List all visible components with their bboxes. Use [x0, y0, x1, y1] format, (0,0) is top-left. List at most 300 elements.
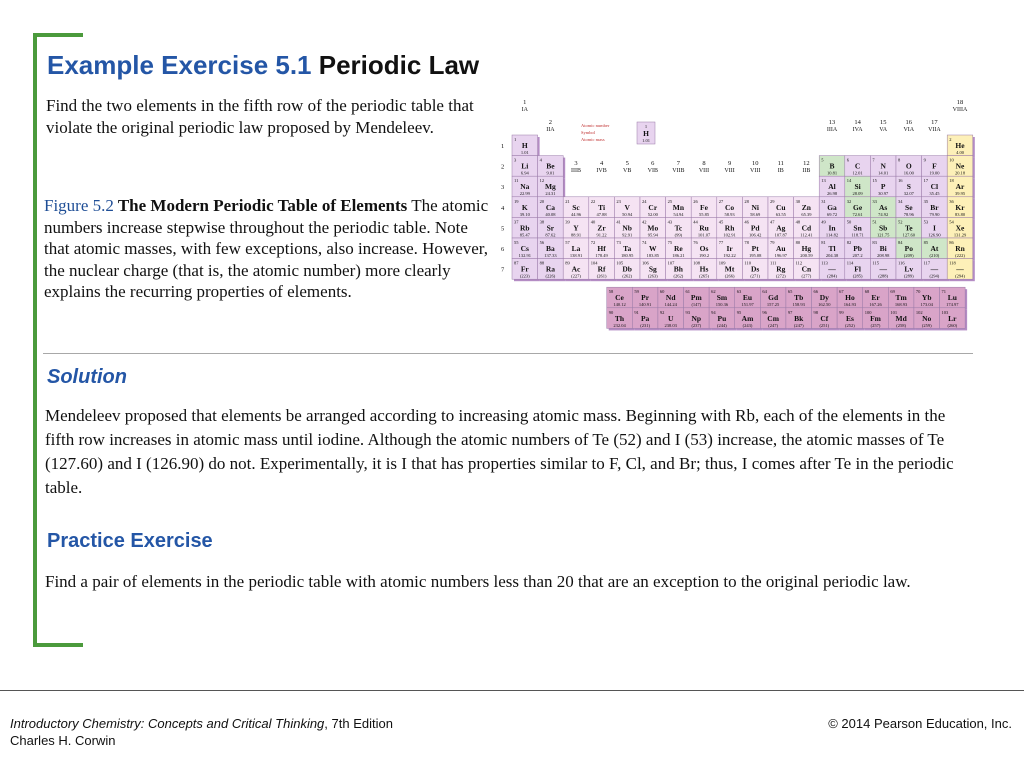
- element-H-1-mass: 1.01: [520, 150, 529, 155]
- group-number-12: 12: [803, 160, 810, 167]
- group-number-16: 16: [905, 119, 913, 126]
- element-Al-13-mass: 26.98: [826, 191, 838, 197]
- element-Mt-109-mass: (266): [724, 273, 735, 279]
- element-Ds-110-mass: (271): [750, 273, 761, 279]
- element-Ir-77-symbol: Ir: [726, 244, 733, 253]
- element-Ca-20-symbol: Ca: [545, 202, 555, 212]
- actinide-Np-93-mass: (237): [691, 322, 702, 328]
- element-Be-4-mass: 9.01: [546, 170, 555, 176]
- actinide-Th-90-mass: 232.04: [613, 322, 626, 328]
- key-symbol-label: Symbol: [581, 130, 596, 135]
- element-Ra-88-symbol: Ra: [545, 264, 555, 274]
- actinide-Np-93-number: 93: [685, 309, 691, 315]
- periodic-table-figure: [497, 94, 980, 339]
- group-number-15: 15: [879, 119, 887, 126]
- element-Si-14-mass: 28.09: [852, 191, 863, 197]
- group-number-10: 10: [751, 160, 759, 167]
- element-Sn-50-number: 50: [846, 219, 852, 225]
- element-K-19-number: 19: [514, 198, 519, 204]
- element-At-85-number: 85: [923, 240, 929, 245]
- element-I-53-symbol: I: [932, 223, 936, 233]
- group-roman-6: VIB: [647, 168, 658, 174]
- actinide-Md-101-symbol: Md: [895, 313, 907, 323]
- element-F-9-symbol: F: [932, 161, 937, 171]
- key-example-symbol: H: [643, 129, 649, 138]
- element-O-8-mass: 16.00: [903, 170, 914, 176]
- group-roman-4: IVB: [596, 168, 607, 174]
- element-H-1-number: 1: [514, 137, 517, 142]
- element-Ds-110-number: 110: [744, 260, 751, 266]
- element-—-118-number: 118: [949, 260, 956, 266]
- element-Na-11-number: 11: [514, 178, 519, 184]
- actinide-Fm-100-number: 100: [864, 309, 872, 315]
- element-Ba-56-symbol: Ba: [546, 244, 555, 253]
- actinide-Es-99-symbol: Es: [845, 313, 854, 323]
- group-roman-8: VIII: [698, 168, 710, 174]
- element-Bh-107-number: 107: [667, 260, 675, 266]
- element-Rn-86-symbol: Rn: [955, 244, 965, 253]
- lanthanide-Lu-71-number: 71: [941, 289, 947, 295]
- lanthanide-Ce-58-number: 58: [608, 289, 614, 295]
- element-Hg-80-number: 80: [795, 240, 801, 245]
- page-title: [47, 50, 479, 81]
- lanthanide-Yb-70-number: 70: [915, 289, 921, 295]
- element-Fr-87-symbol: Fr: [520, 264, 529, 274]
- element-Hf-72-number: 72: [590, 240, 596, 245]
- lanthanide-Pm-61-number: 61: [685, 289, 691, 295]
- element-He-2-symbol: He: [955, 141, 965, 150]
- element-He-2-number: 2: [949, 137, 952, 142]
- lanthanide-Pr-59-number: 59: [634, 289, 639, 295]
- element-Lv-116-symbol: Lv: [904, 264, 914, 274]
- intro-text: Find the two elements in the fifth row of the periodic table that violate the original periodic law proposed by Mendeleev.: [46, 96, 474, 137]
- element-Re-75-symbol: Re: [674, 244, 683, 253]
- group-number-4: 4: [599, 160, 604, 167]
- element-At-85-mass: (210): [929, 253, 940, 258]
- section-divider: [43, 353, 973, 354]
- element-O-8-symbol: O: [905, 161, 912, 171]
- element-Cs-55-symbol: Cs: [520, 244, 529, 253]
- element-Cl-17-number: 17: [923, 178, 929, 184]
- element-Xe-54-mass: 131.29: [953, 232, 967, 238]
- element-Db-105-mass: (262): [622, 273, 633, 279]
- element-Xe-54-symbol: Xe: [955, 223, 965, 233]
- group-roman-15: VA: [879, 127, 888, 133]
- element-Rg-111-mass: (272): [775, 273, 786, 279]
- element-Pb-82-symbol: Pb: [853, 244, 862, 253]
- element-Rf-104-number: 104: [590, 260, 598, 266]
- element-Ru-44-number: 44: [693, 219, 698, 225]
- footer-edition: , 7th Edition: [324, 716, 393, 731]
- key-example-number: 1: [644, 124, 648, 129]
- element-Tl-81-number: 81: [821, 240, 826, 245]
- element-Al-13-number: 13: [821, 178, 826, 184]
- element-Re-75-number: 75: [667, 240, 673, 245]
- actinide-Lr-103-mass: (260): [947, 322, 958, 328]
- element-Y-39-number: 39: [565, 219, 570, 225]
- element-Sg-106-number: 106: [642, 260, 649, 266]
- element-Mo-42-mass: 95.94: [647, 232, 658, 238]
- element-F-9-mass: 19.00: [929, 170, 940, 176]
- element-Tl-81-symbol: Tl: [828, 244, 836, 253]
- group-roman-1: IA: [521, 107, 528, 113]
- actinide-Cm-96-symbol: Cm: [767, 313, 779, 323]
- element-Zn-30-mass: 65.39: [801, 211, 812, 217]
- actinide-Bk-97-symbol: Bk: [794, 313, 804, 323]
- group-number-8: 8: [702, 160, 706, 167]
- actinide-U-92-number: 92: [659, 309, 665, 315]
- element-Ge-32-symbol: Ge: [853, 202, 863, 212]
- actinide-Bk-97-number: 97: [787, 309, 793, 315]
- element-Cu-29-number: 29: [770, 198, 775, 204]
- element-Sr-38-mass: 87.62: [545, 232, 556, 238]
- lanthanide-Er-68-symbol: Er: [871, 293, 880, 303]
- lanthanide-Sm-62-symbol: Sm: [716, 293, 728, 303]
- element-I-53-mass: 126.90: [928, 232, 941, 238]
- element-La-57-mass: 138.91: [569, 253, 583, 258]
- element-I-53-number: 53: [923, 219, 929, 225]
- lanthanide-Ho-67-symbol: Ho: [845, 293, 855, 303]
- lanthanide-Tm-69-symbol: Tm: [895, 293, 907, 303]
- lanthanide-Ce-58-symbol: Ce: [615, 293, 624, 303]
- element-F-9-number: 9: [923, 157, 926, 163]
- element-Ac-89-symbol: Ac: [571, 264, 581, 274]
- element-Sb-51-symbol: Sb: [879, 223, 888, 233]
- period-label-5: 5: [501, 225, 505, 233]
- element-Po-84-symbol: Po: [904, 244, 913, 253]
- element-Ni-28-number: 28: [744, 198, 749, 204]
- element-Rb-37-symbol: Rb: [520, 223, 530, 233]
- element-Sg-106-mass: (263): [647, 273, 658, 279]
- element-P-15-number: 15: [872, 178, 877, 184]
- element-Tc-43-symbol: Tc: [674, 223, 683, 233]
- footer-author: Charles H. Corwin: [10, 733, 116, 748]
- element-Te-52-number: 52: [898, 219, 903, 225]
- practice-text: Find a pair of elements in the periodic table with atomic numbers less than 20 that are an exception to the original periodic law.: [45, 572, 911, 591]
- element-—-117-number: 117: [923, 260, 931, 266]
- element-Co-27-symbol: Co: [725, 202, 735, 212]
- element-Bi-83-symbol: Bi: [879, 244, 887, 253]
- key-atomic-number-label: Atomic number: [581, 123, 610, 128]
- element-Cr-24-symbol: Cr: [648, 202, 658, 212]
- group-number-9: 9: [727, 160, 732, 167]
- element-Cs-55-mass: 132.91: [518, 253, 531, 258]
- element-Os-76-mass: 190.2: [698, 253, 710, 258]
- group-number-1: 1: [523, 99, 527, 106]
- actinide-Am-95-number: 95: [736, 309, 742, 315]
- actinide-U-92-symbol: U: [668, 313, 674, 323]
- lanthanide-Ho-67-number: 67: [839, 289, 844, 295]
- element-Zr-40-number: 40: [590, 219, 596, 225]
- element-Au-79-symbol: Au: [776, 244, 786, 253]
- actinide-Pa-91-symbol: Pa: [640, 313, 650, 323]
- group-roman-9: VIII: [724, 168, 735, 174]
- element-Co-27-mass: 58.93: [724, 211, 735, 217]
- group-roman-16: VIA: [903, 127, 915, 133]
- group-number-11: 11: [777, 160, 784, 167]
- element-Os-76-number: 76: [693, 240, 698, 245]
- group-number-3: 3: [574, 160, 578, 167]
- period-label-6: 6: [501, 246, 505, 253]
- key-example-mass: 1.01: [642, 138, 650, 143]
- element-Ti-22-number: 22: [590, 198, 596, 204]
- element-Li-3-symbol: Li: [521, 161, 529, 171]
- lanthanide-Tb-65-number: 65: [787, 289, 793, 295]
- element-Mt-109-symbol: Mt: [724, 264, 735, 274]
- element-K-19-mass: 39.10: [519, 211, 530, 217]
- actinide-Th-90-number: 90: [608, 309, 614, 315]
- element-Cn-112-mass: (277): [801, 273, 812, 279]
- period-label-2: 2: [501, 163, 505, 171]
- element-Rg-111-number: 111: [770, 260, 777, 266]
- element-P-15-mass: 30.97: [878, 191, 889, 197]
- group-roman-3: IIIB: [571, 168, 581, 174]
- element-Ta-73-mass: 180.95: [621, 253, 634, 258]
- element-Ru-44-symbol: Ru: [699, 223, 709, 233]
- group-number-17: 17: [931, 119, 938, 126]
- element-V-23-number: 23: [616, 198, 621, 204]
- element-Br-35-number: 35: [923, 198, 929, 204]
- key-atomic-mass-label: Atomic mass: [581, 137, 605, 142]
- actinide-Es-99-number: 99: [839, 309, 844, 315]
- element-Y-39-symbol: Y: [573, 223, 579, 233]
- element-Fl-114-symbol: Fl: [854, 264, 861, 274]
- element-Ga-31-symbol: Ga: [827, 202, 837, 212]
- element-B-5-mass: 10.81: [826, 170, 838, 176]
- element-Db-105-symbol: Db: [622, 264, 632, 274]
- actinide-Cf-98-mass: (251): [819, 322, 830, 328]
- element-Sb-51-mass: 121.75: [877, 232, 890, 238]
- element-N-7-number: 7: [872, 157, 875, 163]
- lanthanide-Dy-66-symbol: Dy: [819, 293, 829, 303]
- lanthanide-Gd-64-mass: 157.25: [766, 302, 780, 308]
- lanthanide-Tb-65-mass: 158.93: [792, 302, 805, 308]
- figure-text: The atomic numbers increase stepwise throughout the periodic table. Note that atomic masses, with few exceptions, also increase. However, the nuclear charge (that is, the atomic number) more clearly explains the recurring properties of elements.: [44, 196, 489, 301]
- element-Fe-26-mass: 55.85: [698, 211, 710, 217]
- element-Ra-88-number: 88: [539, 260, 545, 266]
- element-Mn-25-mass: 54.94: [673, 211, 684, 217]
- element-Hg-80-mass: 200.59: [800, 253, 813, 258]
- element-N-7-mass: 14.01: [878, 170, 889, 176]
- group-number-14: 14: [854, 119, 861, 126]
- element-—-113-mass: (284): [827, 273, 837, 279]
- footer-copyright: © 2014 Pearson Education, Inc.: [828, 716, 1012, 731]
- element-Pb-82-mass: 207.2: [852, 253, 863, 258]
- element-O-8-number: 8: [898, 157, 901, 163]
- element-Ar-18-number: 18: [949, 178, 954, 184]
- element-Nb-41-mass: 92.91: [622, 232, 633, 238]
- element-Cn-112-symbol: Cn: [801, 264, 812, 274]
- element-Pd-46-symbol: Pd: [750, 223, 760, 233]
- lanthanide-Pr-59-symbol: Pr: [641, 293, 650, 303]
- element-La-57-symbol: La: [571, 244, 581, 253]
- element-Fe-26-number: 26: [693, 198, 698, 204]
- element-Cd-48-symbol: Cd: [801, 223, 812, 233]
- element-Cs-55-number: 55: [514, 240, 519, 245]
- element-Li-3-mass: 6.94: [520, 170, 529, 176]
- element-Se-34-mass: 78.96: [903, 211, 914, 217]
- lanthanide-Pm-61-mass: (147): [691, 302, 702, 308]
- element-Zn-30-number: 30: [795, 198, 801, 204]
- element-Os-76-symbol: Os: [699, 244, 709, 253]
- element-Ag-47-symbol: Ag: [776, 223, 786, 233]
- actinide-Pu-94-symbol: Pu: [717, 313, 727, 323]
- element-Ar-18-symbol: Ar: [955, 182, 965, 192]
- element-Ag-47-mass: 107.87: [774, 232, 787, 238]
- lanthanide-Tb-65-symbol: Tb: [794, 293, 804, 303]
- element-Tl-81-mass: 204.38: [825, 253, 839, 258]
- element-Hf-72-symbol: Hf: [597, 244, 606, 253]
- element-Tc-43-mass: (99): [674, 232, 683, 238]
- element-Lv-116-mass: (289): [903, 273, 914, 279]
- element-Mg-12-mass: 24.31: [545, 191, 556, 197]
- actinide-Cm-96-number: 96: [762, 309, 767, 315]
- lanthanide-Eu-63-number: 63: [736, 289, 742, 295]
- element-Zr-40-mass: 91.22: [596, 232, 607, 238]
- element-Ta-73-symbol: Ta: [623, 244, 632, 253]
- group-number-6: 6: [651, 160, 655, 167]
- element-Pb-82-number: 82: [846, 240, 852, 245]
- actinide-Bk-97-mass: (247): [793, 322, 804, 328]
- element-Pt-78-mass: 195.08: [749, 253, 762, 258]
- lanthanide-Sm-62-number: 62: [711, 289, 716, 295]
- element-V-23-mass: 50.94: [622, 211, 633, 217]
- element-Ir-77-number: 77: [718, 240, 724, 245]
- element-Ds-110-symbol: Ds: [751, 264, 760, 274]
- element-Ra-88-mass: (226): [545, 273, 556, 279]
- element-V-23-symbol: V: [624, 202, 630, 212]
- figure-title: The Modern Periodic Table of Elements: [113, 196, 408, 215]
- element-Sb-51-number: 51: [872, 219, 877, 225]
- element-Ir-77-mass: 192.22: [723, 253, 736, 258]
- element-Mg-12-symbol: Mg: [544, 182, 556, 192]
- lanthanide-Nd-60-symbol: Nd: [665, 293, 676, 303]
- element-Mn-25-number: 25: [667, 198, 673, 204]
- element-Rf-104-symbol: Rf: [597, 264, 606, 274]
- element-Au-79-number: 79: [770, 240, 775, 245]
- actinide-Am-95-mass: (243): [742, 322, 753, 328]
- element-K-19-symbol: K: [521, 202, 528, 212]
- group-roman-2: IIA: [546, 127, 555, 133]
- group-roman-10: VIII: [750, 168, 761, 174]
- element-Ac-89-mass: (227): [571, 273, 581, 279]
- element-Ni-28-mass: 58.69: [750, 211, 761, 217]
- group-roman-14: IVA: [852, 127, 863, 133]
- group-roman-11: IB: [777, 168, 784, 174]
- element-Ne-10-number: 10: [949, 157, 954, 163]
- element-Cu-29-symbol: Cu: [776, 202, 786, 212]
- element-Ne-10-symbol: Ne: [955, 161, 965, 171]
- element-—-115-symbol: —: [879, 264, 887, 274]
- group-number-7: 7: [676, 160, 681, 167]
- element-Hs-108-symbol: Hs: [699, 264, 709, 274]
- element-Re-75-mass: 186.21: [672, 253, 685, 258]
- element-Ca-20-number: 20: [539, 198, 545, 204]
- element-In-49-number: 49: [821, 219, 826, 225]
- element-Bh-107-mass: (262): [673, 273, 684, 279]
- element-As-33-number: 33: [872, 198, 877, 204]
- actinide-No-102-number: 102: [915, 309, 923, 315]
- actinide-Pa-91-number: 91: [634, 309, 639, 315]
- element-Sr-38-number: 38: [539, 219, 545, 225]
- element-Y-39-mass: 88.91: [570, 232, 582, 238]
- actinide-Th-90-symbol: Th: [614, 313, 625, 323]
- title-rest: Periodic Law: [311, 50, 480, 80]
- element-Te-52-mass: 127.60: [902, 232, 915, 238]
- element-Ru-44-mass: 101.07: [697, 232, 711, 238]
- element-Al-13-symbol: Al: [828, 182, 836, 192]
- footer-citation: [10, 715, 393, 749]
- group-number-18: 18: [956, 99, 964, 106]
- element-Rh-45-number: 45: [718, 219, 724, 225]
- element-Ta-73-number: 73: [616, 240, 621, 245]
- element-Po-84-number: 84: [898, 240, 903, 245]
- element-Ni-28-symbol: Ni: [751, 202, 759, 212]
- element-C-6-mass: 12.01: [852, 170, 863, 176]
- element-S-16-number: 16: [898, 178, 903, 184]
- element-Po-84-mass: (209): [903, 253, 914, 258]
- lanthanide-Ho-67-mass: 164.93: [843, 302, 857, 308]
- element-Pd-46-number: 46: [744, 219, 749, 225]
- element-S-16-symbol: S: [906, 182, 911, 192]
- lanthanide-Dy-66-number: 66: [813, 289, 819, 295]
- element-C-6-symbol: C: [854, 161, 861, 171]
- actinide-No-102-mass: (259): [921, 322, 932, 328]
- element-At-85-symbol: At: [930, 244, 939, 253]
- element-Br-35-symbol: Br: [930, 202, 939, 212]
- element-C-6-number: 6: [846, 157, 850, 163]
- element-—-117-mass: (294): [929, 273, 940, 279]
- practice-heading: Practice Exercise: [47, 530, 213, 552]
- element-As-33-symbol: As: [879, 202, 888, 212]
- element-Mn-25-symbol: Mn: [672, 202, 685, 212]
- lanthanide-Eu-63-mass: 151.97: [741, 302, 754, 308]
- figure-caption: [44, 195, 490, 303]
- lanthanide-Pr-59-mass: 140.91: [638, 302, 652, 308]
- element-Rb-37-number: 37: [514, 219, 519, 225]
- element-Fr-87-mass: (223): [519, 273, 530, 279]
- element-Ne-10-mass: 20.18: [954, 170, 966, 176]
- element-Br-35-mass: 79.90: [929, 211, 940, 217]
- element-Co-27-number: 27: [718, 198, 724, 204]
- element-Fe-26-symbol: Fe: [700, 202, 708, 212]
- element-Kr-36-mass: 83.80: [954, 211, 966, 217]
- element-Ar-18-mass: 39.95: [954, 191, 966, 197]
- element-Xe-54-number: 54: [949, 219, 954, 225]
- element-Li-3-number: 3: [514, 157, 517, 163]
- element-Cr-24-number: 24: [642, 198, 647, 204]
- element-Sr-38-symbol: Sr: [546, 223, 555, 233]
- group-roman-12: IIB: [802, 168, 811, 174]
- element-Mg-12-number: 12: [539, 178, 545, 184]
- element-Be-4-number: 4: [539, 157, 542, 163]
- element-H-1-symbol: H: [521, 141, 528, 150]
- lanthanide-Yb-70-symbol: Yb: [921, 293, 932, 303]
- element-Cd-48-mass: 112.41: [800, 232, 813, 238]
- element-Sc-21-mass: 44.96: [570, 211, 582, 217]
- actinide-Pu-94-number: 94: [711, 309, 716, 315]
- element-Hg-80-symbol: Hg: [801, 244, 812, 253]
- actinide-U-92-mass: 238.03: [664, 322, 677, 328]
- element-Zr-40-symbol: Zr: [597, 223, 606, 233]
- element-La-57-number: 57: [565, 240, 570, 245]
- element-Kr-36-number: 36: [949, 198, 954, 204]
- element-Cr-24-mass: 52.00: [647, 211, 658, 217]
- element-Rb-37-mass: 85.47: [519, 232, 530, 238]
- element-—-113-symbol: —: [828, 264, 836, 274]
- element-Fl-114-number: 114: [846, 260, 854, 266]
- lanthanide-Nd-60-number: 60: [659, 289, 665, 295]
